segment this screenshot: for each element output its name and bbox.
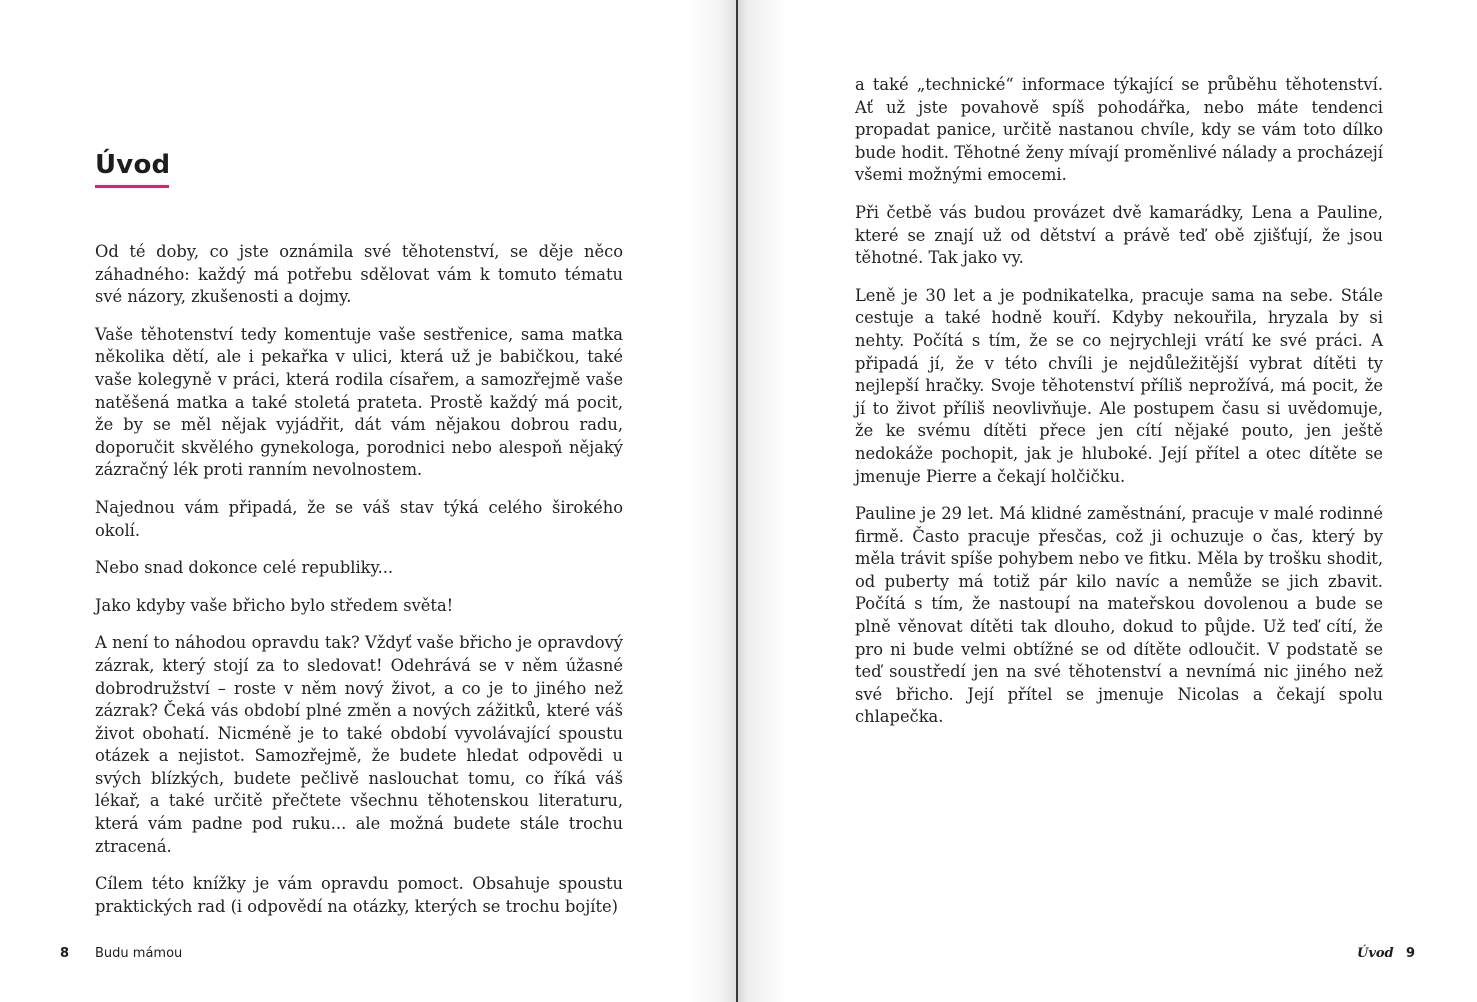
paragraph: Leně je 30 let a je podnikatelka, pracuje sama na sebe. Stále cestuje a také hodně kouří. Kdyby nekouřila, hryzala by si nehty. Počítá s tím, že se co nejrychleji vrátí ke své práci. A připadá jí, že v této chvíli je nejdůležitější vybrat dítěti ty nejlepší hračky. Svoje těhotenství příliš neprožívá, má pocit, že jí to život příliš neovlivňuje. Ale postupem času si uvědomuje, že ke svému dítěti přece jen cítí nějaké pouto, jen ještě nedokáže pochopit, jak je hluboké. Její přítel a otec dítěte se jmenuje Pierre a čekají holčičku. <box>855 285 1383 486</box>
paragraph: Vaše těhotenství tedy komentuje vaše sestřenice, sama matka několika dětí, ale i pekařka v ulici, která už je babičkou, také vaše kolegyně v práci, která rodila císařem, a samozřejmě vaše natěšená matka a také stoletá prateta. Prostě každý má pocit, že by se měl nějak vyjádřit, dát vám nějakou dobrou radu, doporučit skvělého gynekologa, porodnici nebo alespoň nějaký zázračný lék proti ranním nevolnostem. <box>95 324 623 480</box>
book-spine <box>736 0 738 1002</box>
paragraph: Nebo snad dokonce celé republiky... <box>95 558 394 578</box>
paragraph: A není to náhodou opravdu tak? Vždyť vaše břicho je opravdový zázrak, který stojí za to sledovat! Odehrává se v něm úžasné dobrodružství – roste v něm nový život, a co je to jiného než zázrak? Čeká vás období plné změn a nových zážitků, které váš život obohatí. Nicméně je to také období vyvolávající spoustu otázek a nejistot. Samozřejmě, že budete hledat odpovědi u svých blízkých, budete pečlivě naslouchat tomu, co říká váš lékař, a také určitě přečtete všechnu těhotenskou literaturu, která vám padne pod ruku... ale možná budete stále trochu ztracená. <box>95 633 623 856</box>
heading-underline <box>95 185 169 188</box>
running-title-left: Budu mámou <box>95 946 183 961</box>
chapter-heading: Úvod <box>95 150 171 180</box>
page-number-right: 9 <box>1406 946 1416 961</box>
paragraph: Pauline je 29 let. Má klidné zaměstnání, pracuje v malé rodinné firmě. Často pracuje přesčas, což ji ochuzuje o čas, který by měla trávit spíše pohybem nebo ve fitku. Měla by trošku shodit, od puberty má totiž pár kilo navíc a nemůže se jich zbavit. Počítá s tím, že nastoupí na mateřskou dovolenou a bude se plně věnovat dítěti tak dlouho, dokud to půjde. Už teď cítí, že pro ni bude velmi obtížné se od dítěte odloučit. V podstatě se teď soustředí jen na své těhotenství a nevnímá nic jiného než své břicho. Její přítel se jmenuje Nicolas a čekají spolu chlapečka. <box>855 504 1383 727</box>
paragraph: Od té doby, co jste oznámila své těhotenství, se děje něco záhadného: každý má potřebu sdělovat vám k tomuto tématu své názory, zkušenosti a dojmy. <box>95 242 623 307</box>
left-page <box>0 0 737 1002</box>
right-page <box>737 0 1477 1002</box>
paragraph: Najednou vám připadá, že se váš stav týká celého širokého okolí. <box>95 497 623 540</box>
paragraph: Jako kdyby vaše břicho bylo středem světa! <box>95 595 454 615</box>
right-gutter-shadow <box>737 0 787 1002</box>
running-title-right: Úvod <box>1357 946 1394 961</box>
left-gutter-shadow <box>687 0 737 1002</box>
paragraph: Při četbě vás budou provázet dvě kamarádky, Lena a Pauline, které se znají už od dětství a právě teď obě zjišťují, že jsou těhotné. Tak jako vy. <box>855 202 1383 268</box>
right-body-text <box>855 74 1383 744</box>
left-body-text <box>95 241 623 933</box>
paragraph: Cílem této knížky je vám opravdu pomoct. Obsahuje spoustu praktických rad (i odpovědí na otázky, kterých se trochu bojíte) <box>95 874 623 916</box>
paragraph: a také „technické“ informace týkající se průběhu těhotenství. Ať už jste povahově spíš pohodářka, nebo máte tendenci propadat panice, určitě nastanou chvíle, kdy se vám toto dílko bude hodit. Těhotné ženy mívají proměnlivé nálady a procházejí všemi možnými emocemi. <box>855 75 1383 185</box>
page-number-left: 8 <box>60 946 70 961</box>
